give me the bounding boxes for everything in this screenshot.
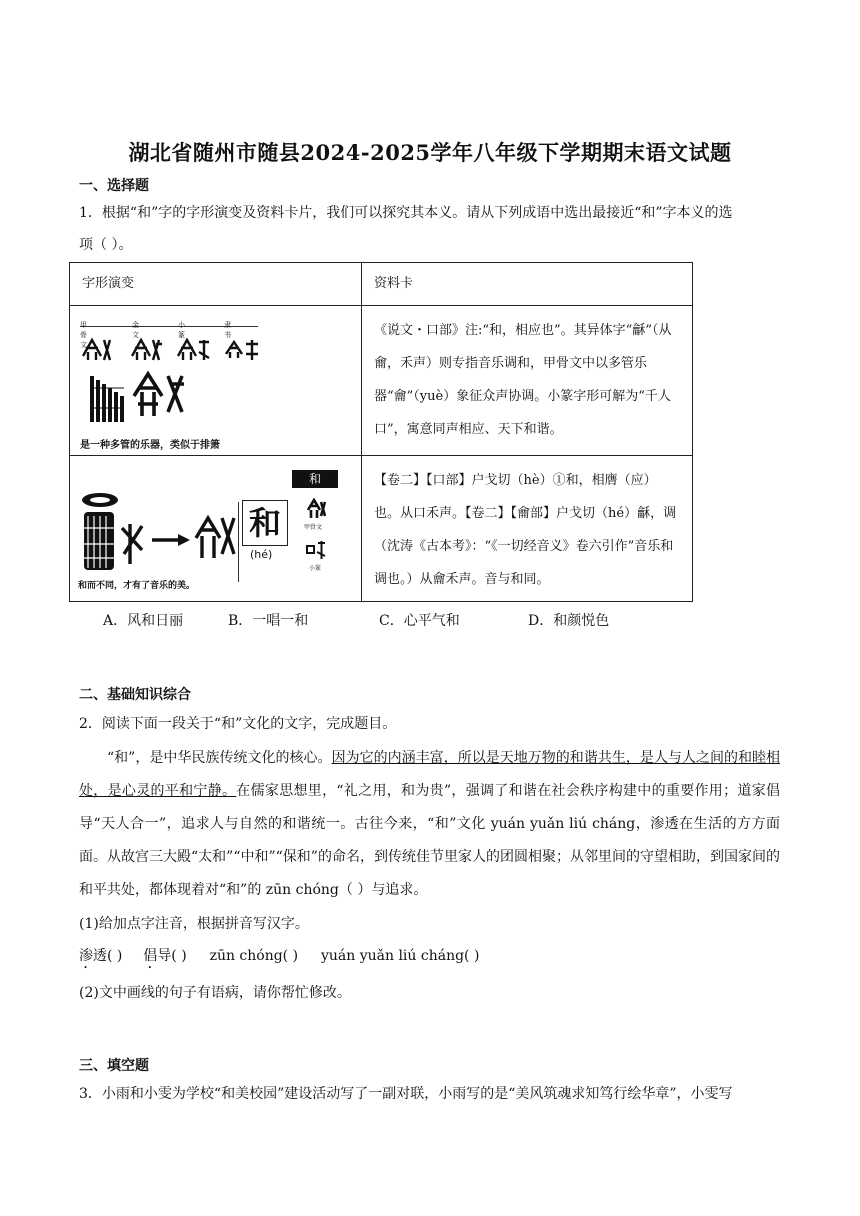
resource-card-2 bbox=[362, 456, 693, 602]
big-he-pinyin: (hé) bbox=[250, 548, 273, 561]
resource-card-1 bbox=[362, 306, 693, 456]
fill-yuanyuanliuchang[interactable]: yuán yuǎn liú cháng( ) bbox=[320, 948, 480, 964]
passage bbox=[79, 742, 780, 907]
fill-shentou-blank: 透( ) bbox=[93, 948, 123, 964]
question-2-sub1: (1)给加点字注音，根据拼音写汉字。 bbox=[79, 916, 309, 932]
pan-flute-icon bbox=[90, 366, 210, 428]
fill-changdao[interactable] bbox=[143, 948, 186, 964]
glyph-evolution-table bbox=[69, 262, 693, 602]
passage-intro: “和”，是中华民族传统文化的核心。 bbox=[107, 750, 332, 766]
glyph-image-cell-2 bbox=[70, 456, 362, 602]
fill-row bbox=[79, 945, 479, 972]
label-oracle-2: 甲骨文 bbox=[304, 524, 323, 531]
passage-body: 在儒家思想里，“礼之用，和为贵”，强调了和谐在社会秩序构建中的重要作用；道家倡导“天人合一”，追求人与自然的和谐统一。古往今来，“和”文化 yuán yuǎn liú cháng，渗透在生活的方方面面。从故宫三大殿“太和”“中和”“保和”的命名，到传统佳节里家人的团圆相聚；从邻里间的守望相助，到国家间的和平共处，都体现着对“和”的 zūn chóng（ ）与追求。 bbox=[79, 783, 780, 898]
underlined-sentence: 因为它的内涵丰富，所以是天地万物的和谐共生，是人与人之间的和睦相处，是心灵的平和宁静。 bbox=[79, 750, 780, 799]
glyph-caption-1: 是一种多管的乐器，类似于排箫 bbox=[80, 440, 220, 451]
label-oracle: 甲骨文 bbox=[80, 321, 87, 349]
tag-he: 和 bbox=[292, 470, 338, 488]
question-3-stem: 3．小雨和小雯为学校“和美校园”建设活动写了一副对联，小雨写的是“美风筑魂求知笃行绘华章”，小雯写 bbox=[79, 1086, 733, 1102]
fill-shentou[interactable] bbox=[79, 948, 122, 964]
page-title: 湖北省随州市随县2024-2025学年八年级下学期期末语文试题 bbox=[128, 140, 732, 165]
label-seal-2: 小篆 bbox=[309, 565, 322, 572]
section-heading-basic: 二、基础知识综合 bbox=[79, 687, 191, 703]
question-1-stem: 1．根据“和”字的字形演变及资料卡片，我们可以探究其本义。请从下列成语中选出最接近“和”字本义的选 bbox=[79, 205, 733, 221]
question-1-stem-cont: 项（ ）。 bbox=[79, 237, 133, 253]
option-c[interactable]: C．心平气和 bbox=[379, 613, 460, 629]
glyph-caption-2: 和而不同，才有了音乐的美。 bbox=[78, 581, 196, 591]
glyph-evolution-image-2 bbox=[78, 470, 343, 596]
option-d[interactable]: D．和颜悦色 bbox=[528, 613, 610, 629]
option-b[interactable]: B．一唱一和 bbox=[228, 613, 309, 629]
fill-changdao-blank: 导( ) bbox=[157, 948, 187, 964]
label-clerical: 隶书 bbox=[224, 321, 231, 339]
table-header-left: 字形演变 bbox=[70, 263, 362, 306]
big-he-box bbox=[242, 500, 288, 546]
resource-card-2-text: 【卷二】【口部】户戈切（hè）①和，相膺（应）也。从口禾声。【卷二】【龠部】户戈切（hé）龢，调（沈涛《古本考》：“《一切经音义》卷六引作”音乐和调也。）从龠禾声。音与和同。 bbox=[374, 473, 677, 587]
dotted-char-chang: 倡 bbox=[143, 948, 158, 964]
question-2-sub2: (2)文中画线的句子有语病，请你帮忙修改。 bbox=[79, 985, 351, 1001]
glyph-image-cell-1 bbox=[70, 306, 362, 456]
ancient-glyphs-row-icon bbox=[80, 334, 270, 364]
dotted-char-shen: 渗 bbox=[79, 948, 93, 964]
resource-card-1-text: 《说文・口部》注:“和，相应也”。其异体字“龢”（从龠，禾声）则专指音乐调和，甲骨文中以多管乐器“龠”（yuè）象征众声协调。小篆字形可解为“千人口”，寓意同声相应、天下和谐。 bbox=[374, 323, 672, 437]
label-smallseal: 小篆 bbox=[178, 321, 185, 339]
section-heading-fill: 三、填空题 bbox=[79, 1058, 149, 1074]
seal-he-icon bbox=[306, 540, 326, 560]
question-2-stem: 2．阅读下面一段关于“和”文化的文字，完成题目。 bbox=[79, 716, 397, 732]
table-header-right: 资料卡 bbox=[362, 263, 693, 306]
instrument-to-glyph-icon bbox=[78, 488, 238, 588]
glyph-evolution-image-1 bbox=[80, 320, 340, 450]
option-a[interactable]: A．风和日丽 bbox=[103, 613, 184, 629]
big-he-char: 和 bbox=[248, 504, 281, 542]
section-heading-choice: 一、选择题 bbox=[79, 178, 149, 194]
label-bronze: 金文 bbox=[132, 321, 139, 339]
oracle-he-icon bbox=[306, 498, 326, 520]
fill-zunchong[interactable]: zūn chóng( ) bbox=[209, 948, 299, 964]
